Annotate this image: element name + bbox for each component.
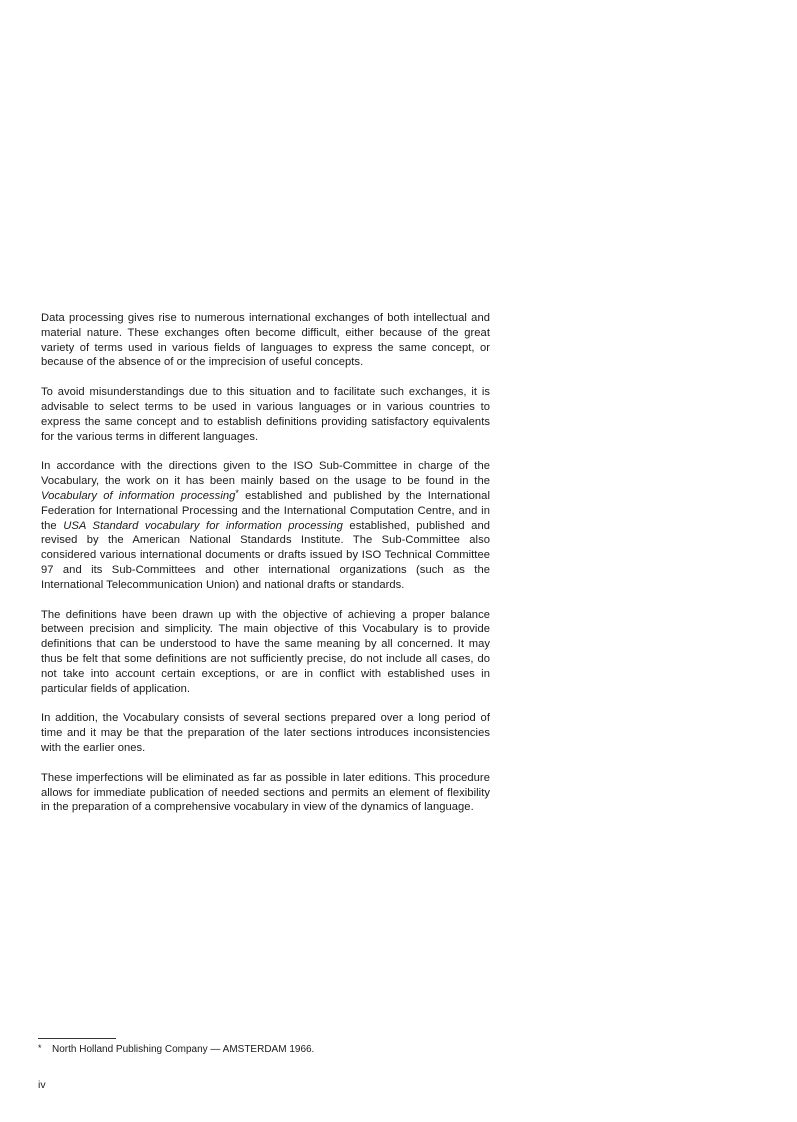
- paragraph-imperfections: These imperfections will be eliminated as far as possible in later editions. This procedure allows for immediate publication of needed sections and permits an element of flexibility in the preparation of a comprehensive vocabulary in view of the dynamics of language.: [41, 771, 490, 814]
- footnote-text: North Holland Publishing Company — AMSTERDAM 1966.: [52, 1044, 315, 1055]
- paragraph-data-processing-exchanges: Data processing gives rise to numerous international exchanges of both intellectual and material nature. These exchanges often become difficult, either because of the great variety of terms used in various fields of languages to express the same concept, or because of the absence of or the imprecision of useful concepts.: [41, 312, 490, 369]
- paragraph-iso-directions: [41, 459, 490, 592]
- page-number: iv: [38, 1079, 46, 1091]
- footnote: [38, 1042, 314, 1056]
- cited-title-usa-standard-vocabulary: USA Standard vocabulary for information processing: [63, 519, 343, 532]
- footnote-mark: *: [38, 1043, 42, 1053]
- paragraph-definitions-objective: The definitions have been drawn up with the objective of achieving a proper balance between precision and simplicity. The main objective of this Vocabulary is to provide definitions that can be understood to have the same meaning by all concerned. It may thus be felt that some definitions are not sufficiently precise, do not include all cases, do not take into account certain exceptions, or are in conflict with established uses in particular fields of application.: [41, 608, 490, 695]
- foreword-body: [41, 311, 490, 830]
- paragraph-text: established, published and revised by the American National Standards Institute. The Sub-Committee also considered various international documents or drafts issued by ISO Technical Committee 97 and its Sub-Committees and other international organizations (such as the International Telecommunication Union) and national drafts or standards.: [41, 519, 490, 591]
- paragraph-text: In accordance with the directions given to the ISO Sub-Committee in charge of the Vocabulary, the work on it has been mainly based on the usage to be found in the: [41, 460, 490, 488]
- paragraph-several-sections: In addition, the Vocabulary consists of several sections prepared over a long period of time and it may be that the preparation of the later sections introduces inconsistencies with the earlier ones.: [41, 712, 490, 754]
- footnote-divider: [38, 1038, 116, 1039]
- paragraph-avoid-misunderstandings: To avoid misunderstandings due to this situation and to facilitate such exchanges, it is advisable to select terms to be used in various languages or in various countries to express the same concept and to establish definitions providing satisfactory equivalents for the various terms in different languages.: [41, 386, 490, 443]
- cited-title-vocabulary-information-processing: Vocabulary of information processing: [41, 489, 236, 502]
- paragraph-text: established and published by the International Federation for International Processing and the International Computation Centre, and in the: [41, 489, 490, 532]
- footnote-reference-mark: *: [235, 487, 239, 498]
